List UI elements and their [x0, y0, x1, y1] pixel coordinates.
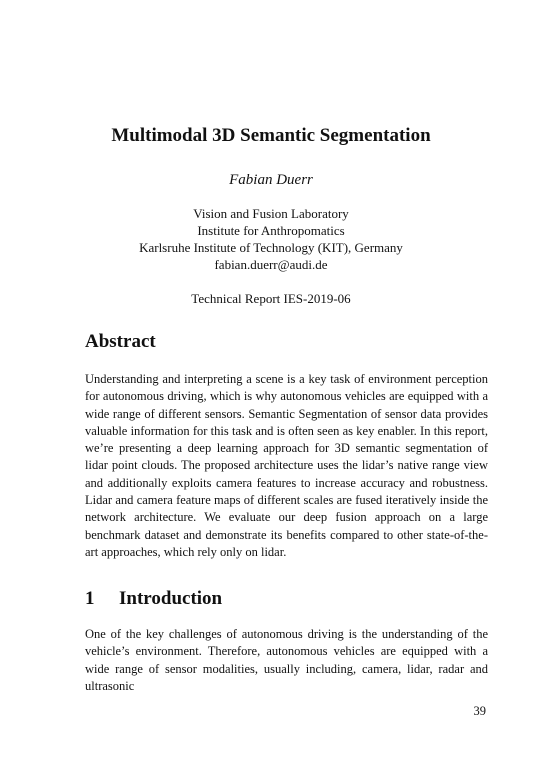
affiliation-institute: Institute for Anthropomatics — [197, 223, 345, 238]
affiliation-university: Karlsruhe Institute of Technology (KIT), Germany — [139, 240, 403, 255]
report-number: Technical Report IES-2019-06 — [191, 291, 351, 306]
author-name: Fabian Duerr — [229, 172, 313, 188]
abstract-text: Understanding and interpreting a scene is a key task of environment perception for autonomous driving, which is why autonomous vehicles are equipped with a wide range of different sensors. Semantic Segmentation of sensor data provides valuable information for this task and is often seen as key enabler. In this report, we’re presenting a deep learning approach for 3D semantic segmentation of lidar point clouds. The proposed architecture uses the lidar’s native range view and additionally exploits camera features to increase accuracy and robustness. Lidar and camera feature maps of different scales are fused iteratively inside the network architecture. We evaluate our deep fusion approach on a large benchmark dataset and demonstrate its benefits compared to other state-of-the-art approaches, which rely only on lidar. — [85, 372, 488, 559]
affiliation-lab: Vision and Fusion Laboratory — [193, 206, 349, 221]
introduction-text: One of the key challenges of autonomous driving is the understanding of the vehicle’s environment. Therefore, autonomous vehicles are equipped with a wide range of sensor modalities, usually including, camera, lidar, radar and ultrasonic — [85, 627, 488, 693]
introduction-heading — [85, 587, 222, 611]
page-number: 39 — [473, 704, 486, 718]
section-title: Introduction — [119, 588, 223, 609]
abstract-heading: Abstract — [85, 331, 156, 352]
author-email: fabian.duerr@audi.de — [214, 257, 328, 272]
section-number: 1 — [85, 588, 95, 609]
paper-title: Multimodal 3D Semantic Segmentation — [111, 125, 431, 146]
